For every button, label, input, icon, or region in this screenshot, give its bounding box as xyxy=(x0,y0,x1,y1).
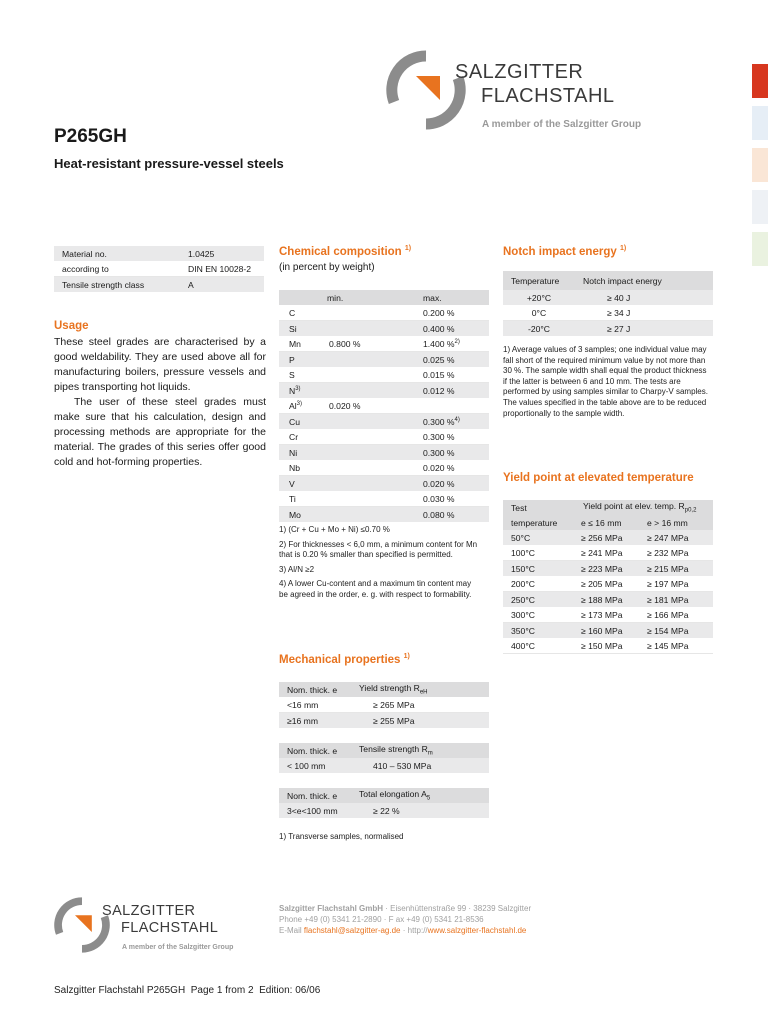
usage-paragraph-2: The user of these steel grades must make sure that his calculation, design and processing methods are appropriate for the material. The grades of this series offer good cold and hot-forming properties. xyxy=(54,396,266,468)
ye-temperature: 300°C xyxy=(503,607,573,623)
chem-element: Cu xyxy=(279,414,315,430)
mechanical-title-sup: 1) xyxy=(403,653,410,660)
chem-max: 0.015 % xyxy=(403,367,489,383)
yield-strength-table xyxy=(279,682,489,728)
chem-element: Cr xyxy=(279,429,315,445)
ye-value-thick: ≥ 145 MPa xyxy=(639,638,713,654)
notch-header-energy: Notch impact energy xyxy=(575,271,713,290)
material-label: Tensile strength class xyxy=(54,277,180,293)
tensile-strength-table xyxy=(279,743,489,773)
material-table xyxy=(54,246,264,292)
footer-company: Salzgitter Flachstahl GmbH xyxy=(279,904,384,913)
chem-min xyxy=(315,321,403,337)
ye-temperature: 50°C xyxy=(503,530,573,545)
ye-header-temperature: temperature xyxy=(503,515,573,530)
side-tab-red xyxy=(752,64,768,98)
notch-title-sup: 1) xyxy=(619,245,627,252)
ye-value-thin: ≥ 223 MPa xyxy=(573,561,639,577)
chem-row xyxy=(279,507,489,523)
footer-web-label: · http:// xyxy=(400,926,428,935)
chem-row xyxy=(279,367,489,383)
chem-min xyxy=(315,414,403,430)
chem-min xyxy=(315,445,403,461)
tensile-header-thickness: Nom. thick. e xyxy=(279,743,351,758)
chem-min xyxy=(315,383,403,399)
header-logo xyxy=(386,50,686,135)
ye-row xyxy=(503,607,713,623)
mechanical-note: 1) Transverse samples, normalised xyxy=(279,832,404,841)
ye-header-test: Test xyxy=(503,500,573,515)
elongation-table xyxy=(279,788,489,818)
tensile-value: 410 – 530 MPa xyxy=(351,758,489,773)
chemical-note: 4) A lower Cu-content and a maximum tin content may be agreed in the order, e. g. with respect to formability. xyxy=(279,579,472,599)
chem-min xyxy=(315,507,403,523)
ye-value-thick: ≥ 181 MPa xyxy=(639,592,713,608)
ye-temperature: 350°C xyxy=(503,623,573,639)
chemical-note: 1) (Cr + Cu + Mo + Ni) ≤0.70 % xyxy=(279,525,390,534)
chem-row xyxy=(279,429,489,445)
footer-address: · Eisenhüttenstraße 99 · 38239 Salzgitter xyxy=(383,904,532,913)
ye-temperature: 150°C xyxy=(503,561,573,577)
ye-value-thick: ≥ 197 MPa xyxy=(639,576,713,592)
material-value: DIN EN 10028-2 xyxy=(180,261,264,277)
ye-temperature: 250°C xyxy=(503,592,573,608)
chem-min xyxy=(315,305,403,321)
chemical-note: 3) Al/N ≥2 xyxy=(279,564,315,574)
notch-temperature: +20°C xyxy=(503,290,575,305)
chem-row xyxy=(279,321,489,337)
material-label: Material no. xyxy=(54,246,180,261)
ye-temperature: 100°C xyxy=(503,545,573,561)
chem-max: 1.400 %$^{2)}$ xyxy=(403,336,489,352)
chem-min xyxy=(315,429,403,445)
salzgitter-logo-icon xyxy=(386,50,466,130)
chem-row xyxy=(279,445,489,461)
notch-header-temperature: Temperature xyxy=(503,271,575,290)
chem-max: 0.300 % xyxy=(403,429,489,445)
elongation-header-value: Total elongation $A_5$ xyxy=(351,788,489,803)
side-tab-peach xyxy=(752,148,768,182)
footer-email-label: E-Mail xyxy=(279,926,304,935)
side-tab-green xyxy=(752,232,768,266)
chem-max: 0.030 % xyxy=(403,491,489,507)
ye-value-thin: ≥ 256 MPa xyxy=(573,530,639,545)
notch-table xyxy=(503,271,713,336)
ye-value-thin: ≥ 150 MPa xyxy=(573,638,639,654)
notch-title xyxy=(503,245,626,258)
yield-elevated-title: Yield point at elevated temperature xyxy=(503,472,694,484)
yield-header-thickness: Nom. thick. e xyxy=(279,682,351,697)
chem-element: Ti xyxy=(279,491,315,507)
chem-max: 0.025 % xyxy=(403,352,489,368)
chem-row xyxy=(279,476,489,492)
chem-element: Si xyxy=(279,321,315,337)
chem-min xyxy=(315,476,403,492)
chem-element: Mo xyxy=(279,507,315,523)
page-title: P265GH xyxy=(54,126,127,147)
chem-max: 0.080 % xyxy=(403,507,489,523)
ye-value-thick: ≥ 215 MPa xyxy=(639,561,713,577)
footer-logo-line2: FLACHSTAHL xyxy=(121,920,219,936)
ye-header-col1: e ≤ 16 mm xyxy=(573,515,639,530)
notch-temperature: -20°C xyxy=(503,321,575,337)
ye-row xyxy=(503,576,713,592)
chemical-unit: (in percent by weight) xyxy=(279,262,375,273)
yield-value: ≥ 265 MPa xyxy=(351,697,489,713)
chem-element: Nb xyxy=(279,460,315,476)
footer-web-link[interactable]: www.salzgitter-flachstahl.de xyxy=(427,926,527,935)
ye-header-yield: Yield point at elev. temp. $R_{p0,2}$ xyxy=(573,500,713,515)
notch-value: ≥ 27 J xyxy=(575,321,713,337)
yield-elevated-table xyxy=(503,500,713,654)
footer-logo-line1: SALZGITTER xyxy=(102,903,196,919)
chem-header-max: max. xyxy=(403,290,489,305)
ye-value-thick: ≥ 247 MPa xyxy=(639,530,713,545)
ye-row xyxy=(503,561,713,577)
chem-row xyxy=(279,305,489,321)
tensile-thickness: < 100 mm xyxy=(279,758,351,773)
notch-note: 1) Average values of 3 samples; one individual value may fall short of the required minimum value by not more than 30 %. The sample width shall equal the product thickness if the latter is between 6 and 10 mm. The tests are performed by using samples similar to Charpy-V samples. The values specified in the table above are to be reduced proportionally to the sample width. xyxy=(503,345,708,418)
chem-row xyxy=(279,414,489,430)
chem-max: 0.200 % xyxy=(403,305,489,321)
material-value: 1.0425 xyxy=(180,246,264,261)
tensile-header-strength: Tensile strength $R_m$ xyxy=(351,743,489,758)
footer-contact xyxy=(279,903,531,936)
yield-thickness: ≥16 mm xyxy=(279,713,351,729)
material-value: A xyxy=(180,277,264,293)
mechanical-title xyxy=(279,653,410,666)
ye-value-thick: ≥ 166 MPa xyxy=(639,607,713,623)
notch-temperature: 0°C xyxy=(503,305,575,321)
footer-email-link[interactable]: flachstahl@salzgitter-ag.de xyxy=(303,926,401,935)
logo-line2: FLACHSTAHL xyxy=(481,85,615,107)
ye-value-thin: ≥ 241 MPa xyxy=(573,545,639,561)
chem-element: $N^{3)}$ xyxy=(279,383,315,399)
chem-element: S xyxy=(279,367,315,383)
ye-value-thick: ≥ 154 MPa xyxy=(639,623,713,639)
notch-value: ≥ 34 J xyxy=(575,305,713,321)
chem-row xyxy=(279,460,489,476)
chem-element: C xyxy=(279,305,315,321)
usage-paragraph-1: These steel grades are characterised by a good weldability. They are used above all for manufacturing boilers, pressure vessels and pipes transporting hot liquids. xyxy=(54,336,266,393)
elongation-header-thickness: Nom. thick. e xyxy=(279,788,351,803)
mechanical-title-text: Mechanical properties xyxy=(279,653,401,666)
ye-row xyxy=(503,530,713,545)
chemical-table xyxy=(279,290,489,522)
logo-line1: SALZGITTER xyxy=(455,61,584,83)
yield-value: ≥ 255 MPa xyxy=(351,713,489,729)
chem-element: Ni xyxy=(279,445,315,461)
chem-element: V xyxy=(279,476,315,492)
chemical-title-text: Chemical composition xyxy=(279,245,402,258)
chem-max xyxy=(403,398,489,414)
elongation-value: ≥ 22 % xyxy=(351,803,489,818)
chem-element: Al$^{3)}$ xyxy=(279,398,315,414)
chem-max: 0.300 %$^{4)}$ xyxy=(403,414,489,430)
ye-row xyxy=(503,623,713,639)
chem-row xyxy=(279,491,489,507)
ye-temperature: 400°C xyxy=(503,638,573,654)
chem-row xyxy=(279,383,489,399)
notch-value: ≥ 40 J xyxy=(575,290,713,305)
chem-row xyxy=(279,352,489,368)
chem-min xyxy=(315,491,403,507)
chem-row xyxy=(279,336,489,352)
page-footer-line: Salzgitter Flachstahl P265GH Page 1 from 2 Edition: 06/06 xyxy=(54,985,321,996)
chem-max: 0.020 % xyxy=(403,460,489,476)
logo-tagline: A member of the Salzgitter Group xyxy=(482,119,642,130)
ye-temperature: 200°C xyxy=(503,576,573,592)
chem-min: 0.020 % xyxy=(315,398,403,414)
page-subtitle: Heat-resistant pressure-vessel steels xyxy=(54,156,284,171)
ye-header-col2: e > 16 mm xyxy=(639,515,713,530)
chemical-title-sup: 1) xyxy=(404,245,412,252)
ye-value-thin: ≥ 173 MPa xyxy=(573,607,639,623)
footer-logo xyxy=(54,897,274,957)
ye-value-thin: ≥ 188 MPa xyxy=(573,592,639,608)
chem-max: 0.300 % xyxy=(403,445,489,461)
chem-max: 0.020 % xyxy=(403,476,489,492)
side-tab-grey xyxy=(752,190,768,224)
ye-value-thin: ≥ 205 MPa xyxy=(573,576,639,592)
chemical-notes xyxy=(279,525,479,601)
chem-min xyxy=(315,352,403,368)
ye-row xyxy=(503,638,713,654)
chem-min xyxy=(315,367,403,383)
material-label: according to xyxy=(54,261,180,277)
chem-element: Mn xyxy=(279,336,315,352)
ye-value-thick: ≥ 232 MPa xyxy=(639,545,713,561)
chem-min xyxy=(315,460,403,476)
ye-value-thin: ≥ 160 MPa xyxy=(573,623,639,639)
ye-row xyxy=(503,592,713,608)
footer-phone: Phone +49 (0) 5341 21-2890 · F ax +49 (0) 5341 21-8536 xyxy=(279,915,484,924)
side-tab-blue xyxy=(752,106,768,140)
chem-header-min: min. xyxy=(315,290,403,305)
ye-row xyxy=(503,545,713,561)
footer-logo-tagline: A member of the Salzgitter Group xyxy=(122,944,234,951)
chemical-title xyxy=(279,245,411,258)
chem-row xyxy=(279,398,489,414)
yield-header-strength: Yield strength $R_{eH}$ xyxy=(351,682,489,697)
chem-max: 0.400 % xyxy=(403,321,489,337)
yield-thickness: <16 mm xyxy=(279,697,351,713)
chem-element: P xyxy=(279,352,315,368)
notch-title-text: Notch impact energy xyxy=(503,245,617,258)
usage-title: Usage xyxy=(54,320,89,332)
chemical-note: 2) For thicknesses < 6,0 mm, a minimum content for Mn that is 0.20 % smaller than specified is permitted. xyxy=(279,539,478,560)
chem-min: 0.800 % xyxy=(315,336,403,352)
chem-max: 0.012 % xyxy=(403,383,489,399)
elongation-thickness: 3<e<100 mm xyxy=(279,803,351,818)
